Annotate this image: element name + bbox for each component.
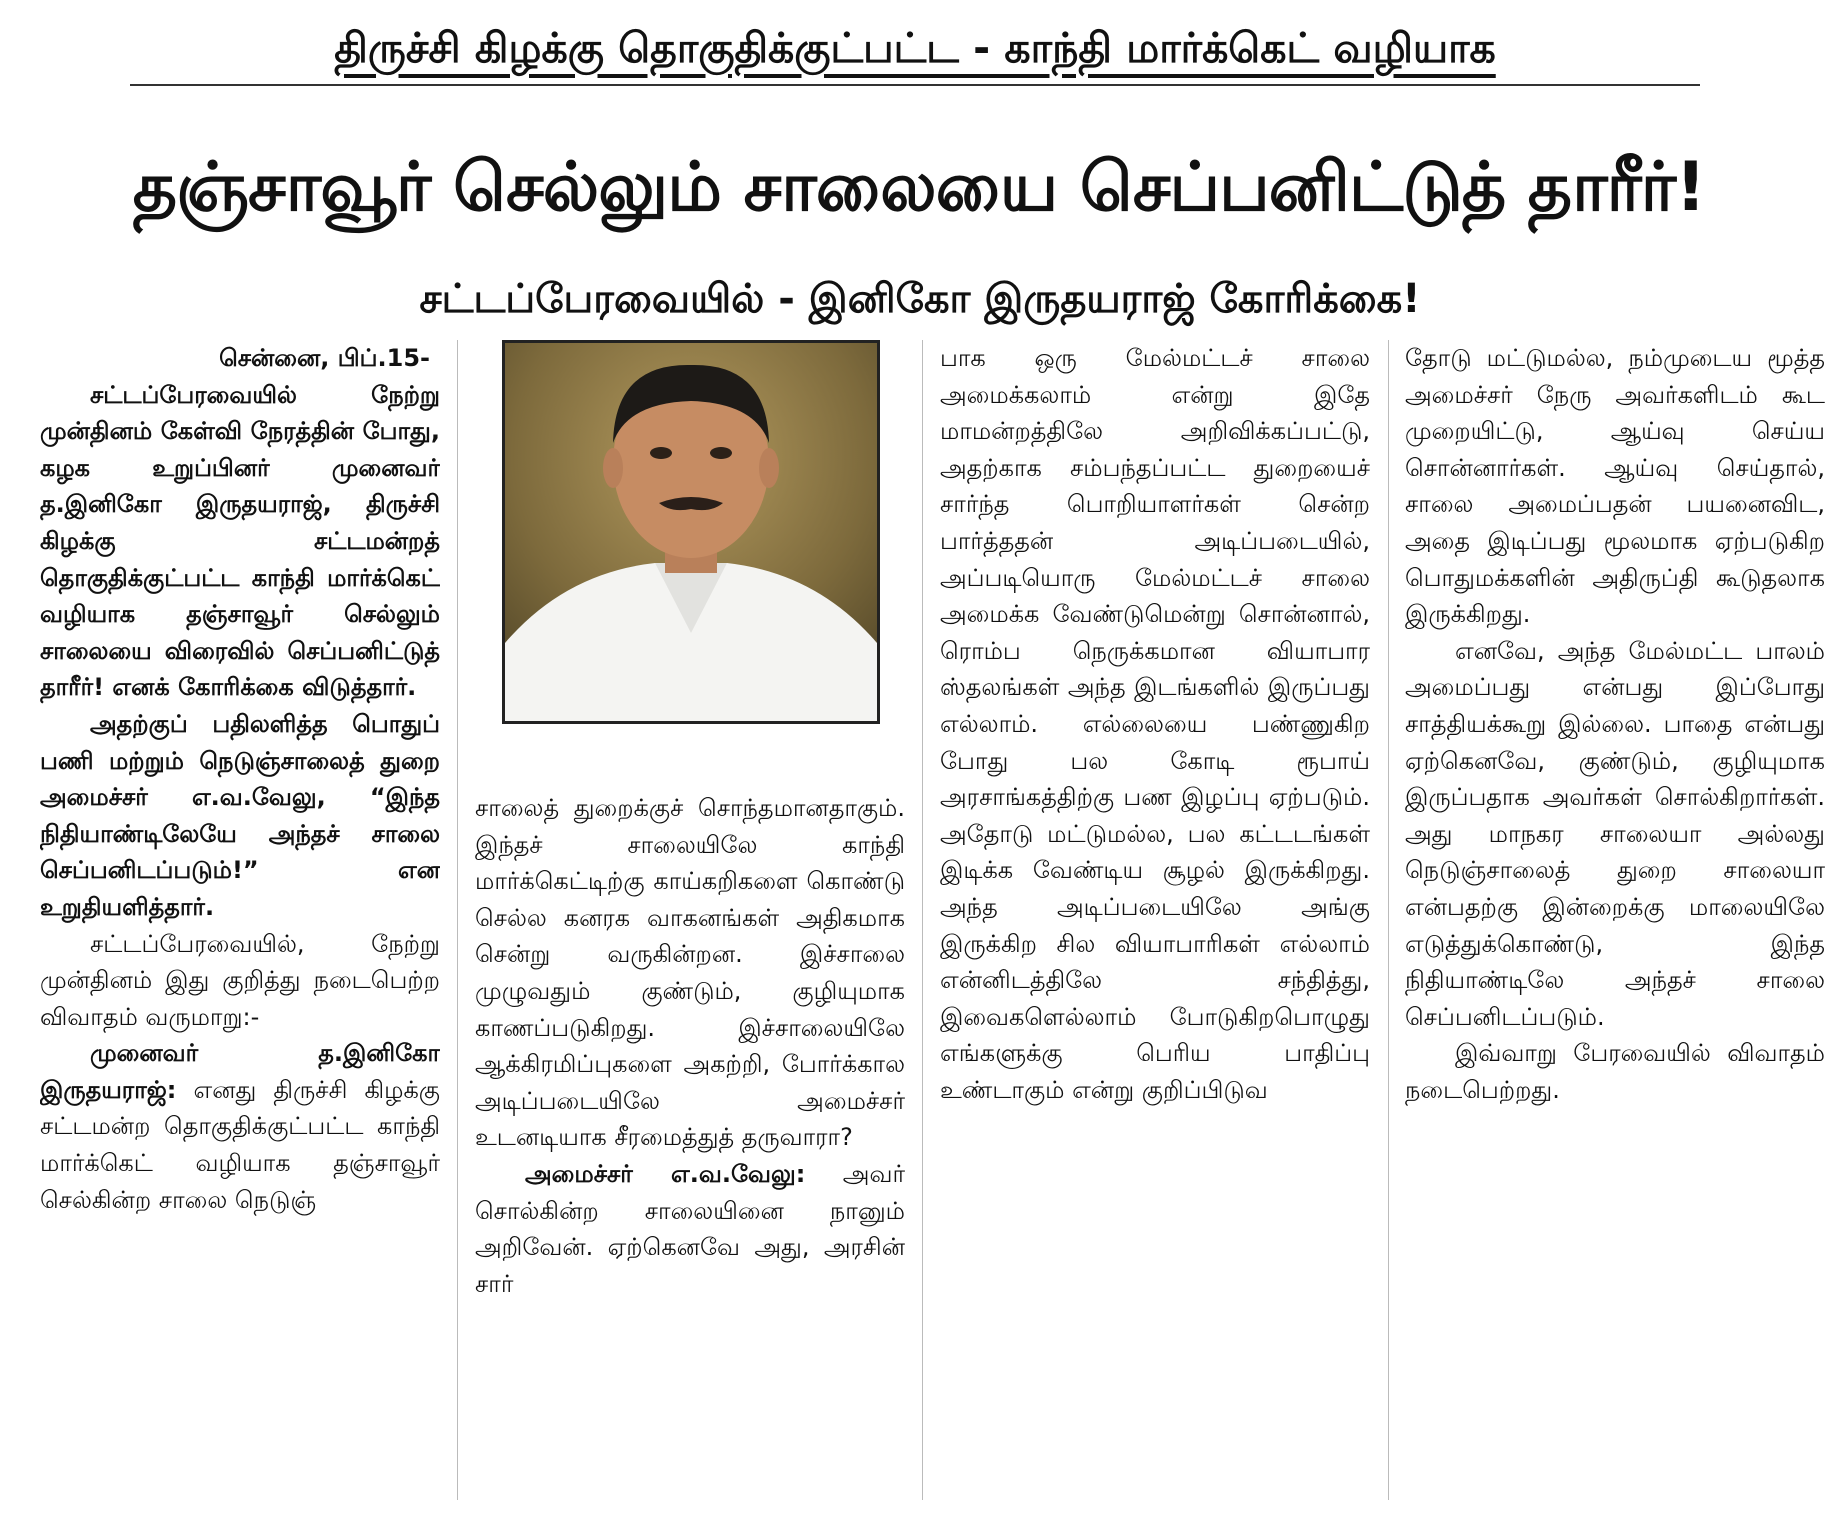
column-1	[40, 340, 440, 1510]
column-3	[940, 340, 1370, 1510]
paragraph: தோடு மட்டுமல்ல, நம்முடைய மூத்த அமைச்சர் நேரு அவர்களிடம் கூட முறையிட்டு, ஆய்வு செய்ய சொன்னார்கள். ஆய்வு செய்தால், சாலை அமைப்பதன் பயனைவிட, அதை இடிப்பது மூலமாக ஏற்படுகிற பொதுமக்களின் அதிருப்தி கூடுதலாக இருக்கிறது.	[1405, 344, 1825, 629]
paragraph: பாக ஒரு மேல்மட்டச் சாலை அமைக்கலாம் என்று இதே மாமன்றத்திலே அறிவிக்கப்பட்டு, அதற்காக சம்பந்தப்பட்ட துறையைச் சார்ந்த பொறியாளர்கள் சென்ற பார்த்ததன் அடிப்படையில், அப்படியொரு மேல்மட்டச் சாலை அமைக்க வேண்டுமென்று சொன்னால், ரொம்ப நெருக்கமான வியாபார ஸ்தலங்கள் அந்த இடங்களில் இருப்பது எல்லாம். எல்லையை பண்ணுகிற போது பல கோடி ரூபாய் அரசாங்கத்திற்கு பண இழப்பு ஏற்படும். அதோடு மட்டுமல்ல, பல கட்டடங்கள் இடிக்க வேண்டிய சூழல் இருக்கிறது. அந்த அடிப்படையிலே அங்கு இருக்கிற சில வியாபாரிகள் எல்லாம் என்னிடத்திலே சந்தித்து, இவைகளெல்லாம் போடுகிறபொழுது எங்களுக்கு பெரிய பாதிப்பு உண்டாகும் என்று குறிப்பிடுவ	[940, 344, 1370, 1104]
speaker-label: முனைவர் த.இனிகோ இருதயராஜ்:	[40, 1039, 440, 1104]
paragraph: அதற்குப் பதிலளித்த பொதுப் பணி மற்றும் நெடுஞ்சாலைத் துறை அமைச்சர் எ.வ.வேலு, “இந்த நிதியாண்டிலேயே அந்தச் சாலை செப்பனிடப்படும்!” என உறுதியளித்தார்.	[40, 709, 440, 921]
paragraph	[40, 1035, 440, 1218]
portrait-photo	[502, 340, 880, 724]
headline: தஞ்சாவூர் செல்லும் சாலையை செப்பனிட்டுத் தாரீர்!	[132, 148, 1706, 227]
person-portrait-icon	[505, 343, 877, 721]
kicker-line: திருச்சி கிழக்கு தொகுதிக்குட்பட்ட - காந்தி மார்க்கெட் வழியாக	[130, 12, 1700, 86]
closing-paragraph: இவ்வாறு பேரவையில் விவாதம் நடைபெற்றது.	[1405, 1039, 1825, 1104]
column-divider	[922, 340, 923, 1500]
paragraph: சட்டப்பேரவையில், நேற்று முன்தினம் இது குறித்து நடைபெற்ற விவாதம் வருமாறு:-	[40, 929, 440, 1031]
column-4	[1405, 340, 1825, 1510]
speaker-label: அமைச்சர் எ.வ.வேலு:	[525, 1159, 806, 1188]
paragraph	[475, 1156, 905, 1302]
subheadline: சட்டப்பேரவையில் - இனிகோ இருதயராஜ் கோரிக்கை!	[419, 276, 1421, 322]
column-2	[475, 790, 905, 1510]
paragraph: எனவே, அந்த மேல்மட்ட பாலம் அமைப்பது என்பது இப்போது சாத்தியக்கூறு இல்லை. பாதை என்பது ஏற்கெனவே, குண்டும், குழியுமாக இருப்பதாக அவர்கள் சொல்கிறார்கள். அது மாநகர சாலையா அல்லது நெடுஞ்சாலைத் துறை சாலையா என்பதற்கு இன்றைக்கு மாலையிலே எடுத்துக்கொண்டு, இந்த நிதியாண்டிலே அந்தச் சாலை செப்பனிடப்படும்.	[1405, 636, 1825, 1031]
dateline: சென்னை, பிப்.15-	[219, 344, 430, 372]
column-divider	[1388, 340, 1389, 1500]
paragraph: சாலைத் துறைக்குச் சொந்தமானதாகும். இந்தச் சாலையிலே காந்தி மார்க்கெட்டிற்கு காய்கறிகளை கொண்டு செல்ல கனரக வாகனங்கள் அதிகமாக சென்று வருகின்றன. இச்சாலை முழுவதும் குண்டும், குழியுமாக காணப்படுகிறது. இச்சாலையிலே ஆக்கிரமிப்புகளை அகற்றி, போர்க்கால அடிப்படையிலே அமைச்சர் உடனடியாக சீரமைத்துத் தருவாரா?	[475, 794, 905, 1152]
lead-paragraph: சட்டப்பேரவையில் நேற்று முன்தினம் கேள்வி நேரத்தின் போது, கழக உறுப்பினர் முனைவர் த.இனிகோ இருதயராஜ், திருச்சி கிழக்கு சட்டமன்றத் தொகுதிக்குட்பட்ட காந்தி மார்க்கெட் வழியாக தஞ்சாவூர் செல்லும் சாலையை விரைவில் செப்பனிட்டுத் தாரீர்! எனக் கோரிக்கை விடுத்தார்.	[40, 380, 440, 702]
column-divider	[457, 340, 458, 1500]
speech-text: எனது திருச்சி கிழக்கு சட்டமன்ற தொகுதிக்குட்பட்ட காந்தி மார்க்கெட் வழியாக தஞ்சாவூர் செல்கின்ற சாலை நெடுஞ்	[40, 1075, 440, 1214]
speech-text: அவர் சொல்கின்ற சாலையினை நானும் அறிவேன். ஏற்கெனவே அது, அரசின் சார்	[475, 1159, 905, 1298]
